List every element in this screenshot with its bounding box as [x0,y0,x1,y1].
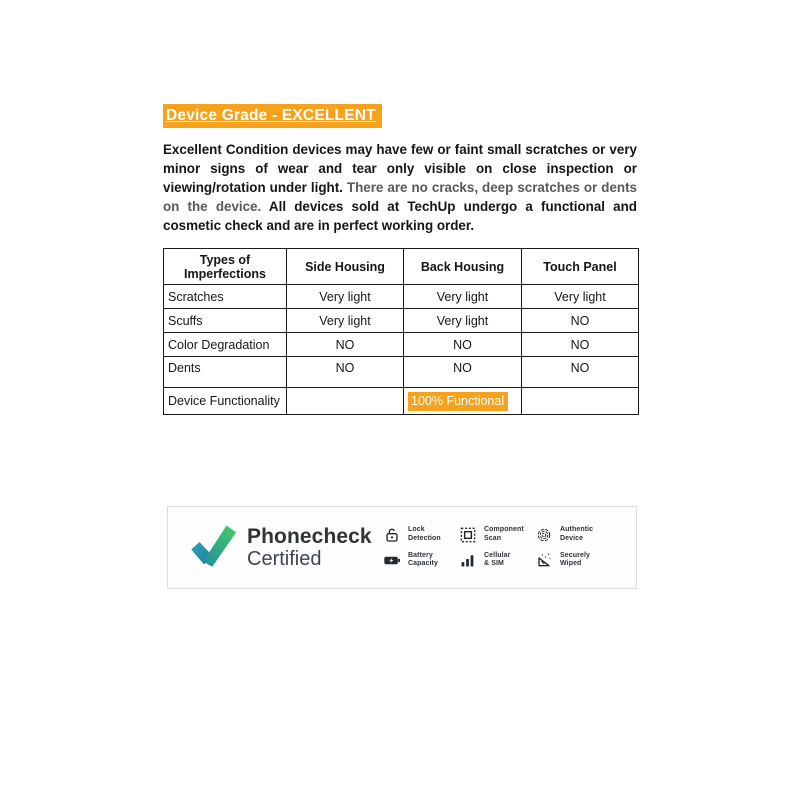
table-row-color-degradation [164,333,639,357]
phonecheck-logo [189,522,372,573]
cell-value: NO [404,333,522,357]
row-label: Color Degradation [164,333,287,357]
page-title: Device Grade - EXCELLENT [163,104,382,128]
feature-label: Battery Capacity [408,552,438,568]
brand-text [247,525,372,571]
cell-value: NO [287,357,404,388]
row-label: Scratches [164,285,287,309]
cell-value: NO [287,333,404,357]
wiped-icon [536,552,552,568]
description-part-2: There are no cracks, deep scratches or dents on the device. [163,180,637,214]
feature-battery-capacity [384,552,458,569]
fingerprint-icon [536,527,552,543]
cell-value: Very light [287,285,404,309]
cell-value: Very light [404,309,522,333]
feature-component-scan [460,526,534,543]
row-label: Device Functionality [164,388,287,415]
table-row-scratches [164,285,639,309]
feature-label: Component Scan [484,526,524,542]
feature-lock-detection [384,526,458,543]
column-header-types: Types of Imperfections [164,249,287,285]
feature-label: Authentic Device [560,526,594,542]
table-row-scuffs [164,309,639,333]
feature-label: Lock Detection [408,526,441,542]
table-row-device-functionality [164,388,639,415]
cellular-icon [460,552,476,568]
cell-value: NO [522,309,639,333]
cell-value: NO [522,333,639,357]
cell-value [287,388,404,415]
feature-authentic-device [536,526,610,543]
document-body [163,0,637,415]
cell-value: Very light [522,285,639,309]
description-part-1: Excellent Condition devices may have few or faint small scratches or very minor signs of wear and tear only visible on close inspection or viewing/rotation under light. [163,142,637,195]
cell-value: NO [404,357,522,388]
column-header-side-housing: Side Housing [287,249,404,285]
row-label: Dents [164,357,287,388]
cell-functionality [404,388,522,415]
description-part-3: All devices sold at TechUp undergo a functional and cosmetic check and are in perfect working order. [163,199,637,233]
brand-name: Phonecheck [247,524,372,548]
phonecheck-certified-banner [167,506,637,589]
table-row-dents [164,357,639,388]
cell-value: Very light [287,309,404,333]
cell-value: NO [522,357,639,388]
cell-value: Very light [404,285,522,309]
feature-label: Securely Wiped [560,552,590,568]
lock-icon [384,527,400,543]
checkmark-logo-icon [189,522,237,573]
feature-label: Cellular & SIM [484,552,511,568]
table-header-row [164,249,639,285]
row-label: Scuffs [164,309,287,333]
brand-subtitle: Certified [247,547,322,570]
cell-value [522,388,639,415]
column-header-back-housing: Back Housing [404,249,522,285]
battery-icon [384,552,400,568]
component-scan-icon [460,527,476,543]
functionality-badge: 100% Functional [408,392,508,411]
certification-features [384,526,610,569]
column-header-touch-panel: Touch Panel [522,249,639,285]
condition-description [163,140,637,235]
imperfections-table [163,248,639,415]
feature-securely-wiped [536,552,610,569]
feature-cellular-sim [460,552,534,569]
